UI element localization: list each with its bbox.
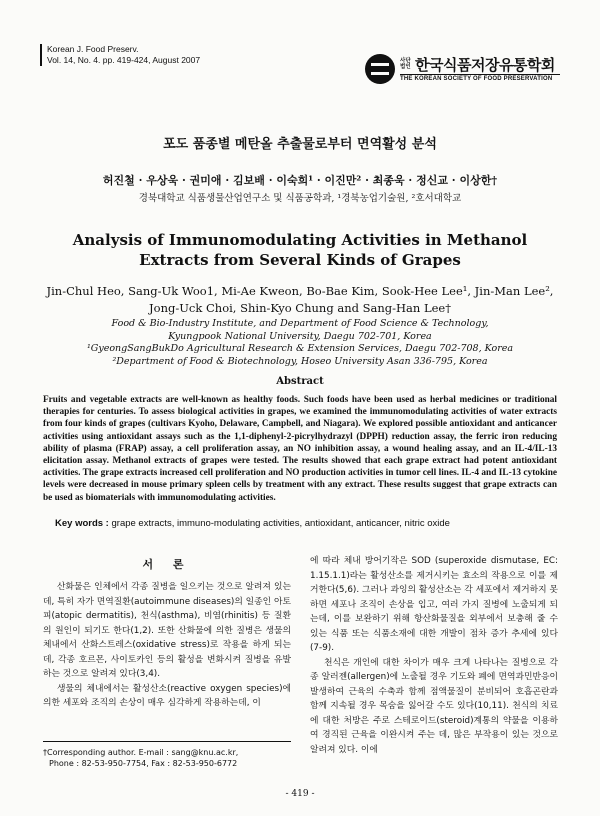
affiliation-line: ²Department of Food & Biotechnology, Hoseo University Asan 336-795, Korea — [112, 355, 488, 367]
society-name-ko: 한국식품저장유통학회 — [415, 56, 555, 74]
footnote-line: Phone : 82-53-950-7754, Fax : 82-53-950-6772 — [49, 759, 238, 768]
body-paragraph: 에 따라 체내 방어기작은 SOD (superoxide dismutase, EC: 1.15.1.1)라는 활성산소를 제거시키는 효소의 작용으로 이를 제거한다(5,6). 그러나 과잉의 활성산소는 각 세포에서 제거하지 못하면 세포나 조직이 손상을 입고, 여러 가지 질병에 노출되게 되는데, 이를 보완하기 위해 항산화물질을 외부에서 보충해 줄 수 있는 식품 또는 식품소재에 대한 개발이 점차 증가 추세에 있다(7-9). — [310, 556, 558, 653]
footnote-line: †Corresponding author. E-mail : sang@knu.ac.kr, — [43, 748, 239, 757]
title-korean: 포도 품종별 메탄올 추출물로부터 면역활성 분석 — [163, 137, 437, 152]
page-number: - 419 - — [285, 789, 315, 799]
affiliation-line: Kyungpook National University, Daegu 702-701, Korea — [168, 330, 432, 342]
body-paragraph: 산화물은 인체에서 각종 질병을 일으키는 것으로 알려져 있는데, 특히 자가 면역질환(autoimmune diseases)의 일종인 아토피(atopic dermatitis), 천식(asthma), 비염(rhinitis) 등 질환의 원인이 되기도 한다(1,2). 또한 산화물에 의한 질병은 생물의 체내에서 산화스트레스(oxidative stress)로 작용을 하게 되는데, 각종 호르몬, 사이토카인 등의 활성을 변화시켜 질병을 유발 하는 것으로 알려져 있다(3,4). — [43, 582, 291, 679]
journal-name: Korean J. Food Preserv. — [47, 44, 139, 54]
corresponding-footnote — [43, 741, 291, 769]
abstract-text: Fruits and vegetable extracts are well-known as healthy foods. Such foods have been used as herbal medicines or traditional therapies for centuries. To assess biological activities in grapes, we examined the immunomodulating activities of water extracts from four kinds of grapes (cultivars Kyoho, Delaware, Campbell, and Niagara). We explored possible antioxidant and anticancer activities using antioxidant assays such as the 1,1-diphenyl-2-picrylhydrazyl (DPPH) reduction assay, the ferric iron reducing ability of plasma (FRAP) assay, a cell proliferation assay, an NO inhibition assay, a wound healing assay, and an IL-4/IL-13 elicitation assay. Methanol extracts of grapes were tested. The results showed that each grape extract had potent antioxidant activities. The grape extracts increased cell proliferation and NO production activities in tumor cell lines. IL-4 and IL-13 cytokine levels were decreased in mouse primary spleen cells by treatment with any extract. These results suggest that grape extracts can be used as biomaterials with immunomodulating activities. — [43, 395, 557, 503]
title-english: Analysis of Immunomodulating Activities in Methanol Extracts from Several Kinds of Grapes — [72, 231, 528, 269]
affiliation-line: ¹GyeongSangBukDo Agricultural Research & Extension Services, Daegu 702-708, Korea — [86, 343, 514, 354]
left-column — [43, 556, 291, 711]
journal-header — [40, 44, 267, 66]
affiliation-english — [40, 318, 560, 368]
society-logo — [365, 52, 560, 86]
abstract-heading: Abstract — [276, 376, 324, 387]
society-emblem-icon — [365, 54, 395, 84]
keywords — [55, 518, 555, 529]
society-small-label: 사단법인 — [400, 58, 411, 70]
journal-volume: Vol. 14, No. 4. pp. 419-424, August 2007 — [47, 55, 201, 65]
society-name-en: THE KOREAN SOCIETY OF FOOD PRESERVATION — [400, 74, 560, 82]
authors-korean: 허진철 · 우상욱 · 권미애 · 김보배 · 이숙희¹ · 이진만² · 최종욱 · 정신교 · 이상한† — [102, 174, 498, 187]
body-paragraph: 생물의 체내에서는 활성산소(reactive oxygen species)에 의한 세포와 조직의 손상이 매우 심각하게 작용하는데, 이 — [43, 683, 291, 708]
right-column — [310, 554, 558, 757]
keywords-label: Key words : — [55, 518, 109, 529]
affiliation-line: Food & Bio-Industry Institute, and Department of Food Science & Technology, — [111, 318, 489, 329]
keywords-value: grape extracts, immuno-modulating activities, antioxidant, anticancer, nitric oxide — [111, 518, 450, 529]
authors-english: Jin-Chul Heo, Sang-Uk Woo1, Mi-Ae Kweon, Bo-Bae Kim, Sook-Hee Lee¹, Jin-Man Lee², Jong-Uck Choi, Shin-Kyo Chung and Sang-Han Lee† — [46, 284, 554, 315]
affiliation-korean: 경북대학교 식품생물산업연구소 및 식품공학과, ¹경북농업기술원, ²호서대학교 — [138, 193, 462, 204]
section-heading: 서 론 — [142, 558, 192, 571]
body-paragraph: 천식은 개인에 대한 차이가 매우 크게 나타나는 질병으로 각종 알러젠(allergen)에 노출될 경우 기도와 폐에 면역과민반응이 발생하여 근육의 수축과 함께 점액물질이 분비되어 호흡곤란과 함께 지속될 경우 목숨을 잃어갈 수도 있다(10,11). 천식의 치료에 대한 처방은 주로 스테로이드(steroid)계통의 약물을 이용하여 경직된 근육을 이완시켜 주는 데, 많은 부작용이 있는 것으로 알려져 있다. 이에 — [310, 657, 558, 755]
